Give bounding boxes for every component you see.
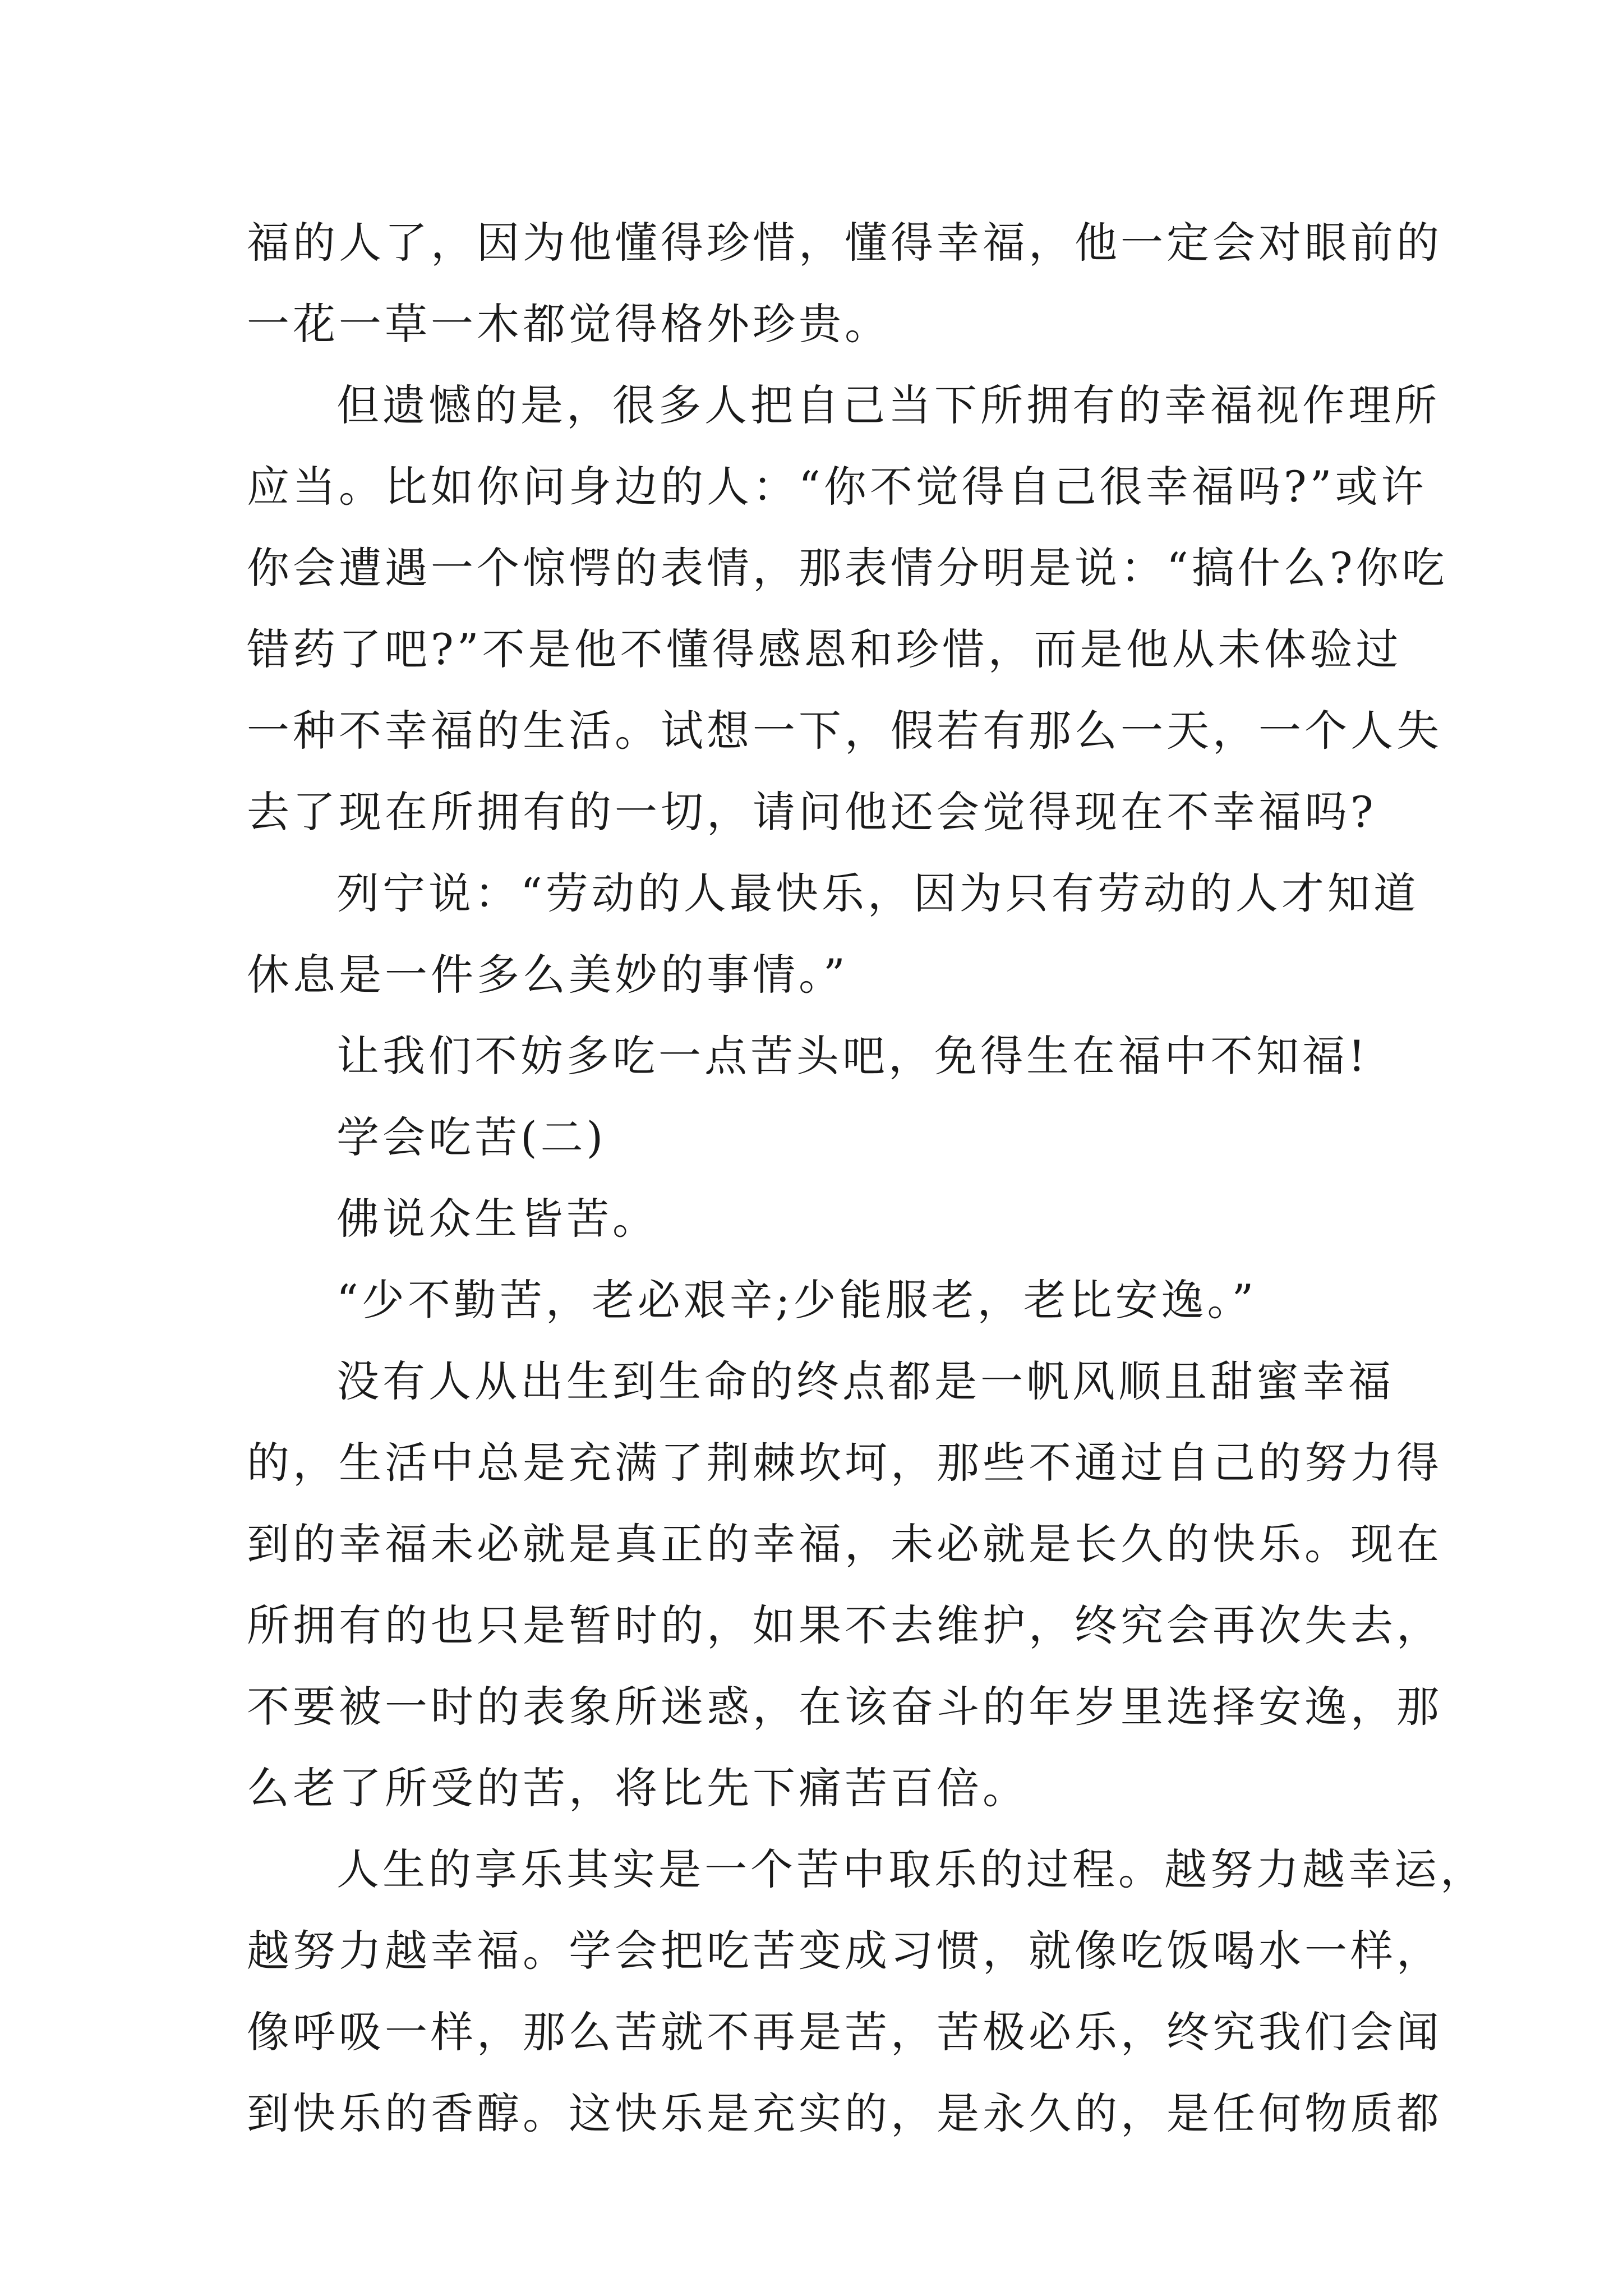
text-line: 错药了吧?”不是他不懂得感恩和珍惜，而是他从未体验过 [247,624,1402,674]
text-line: “少不勤苦，老必艰辛;少能服老，老比安逸。” [336,1275,1257,1325]
paragraph-2 [247,365,1448,853]
text-line: 休息是一件多么美妙的事情。” [247,950,849,1000]
text-line: 一种不幸福的生活。试想一下，假若有那么一天，一个人失 [247,706,1442,756]
text-line: 让我们不妨多吃一点苦头吧，免得生在福中不知福! [336,1031,1369,1081]
paragraph-6 [247,1259,1380,1341]
text-line: 人生的享乐其实是一个苦中取乐的过程。越努力越幸运， [336,1844,1486,1894]
text-line: 学会吃苦(二) [336,1112,607,1162]
paragraph-5 [247,1178,1380,1259]
text-line: 越努力越幸福。学会把吃苦变成习惯，就像吃饭喝水一样， [247,1926,1442,1976]
text-line: 但遗憾的是，很多人把自己当下所拥有的幸福视作理所 [336,380,1440,430]
text-line: 福的人了，因为他懂得珍惜，懂得幸福，他一定会对眼前的 [247,218,1442,268]
text-line: 一花一草一木都觉得格外珍贵。 [247,299,891,349]
text-line: 你会遭遇一个惊愕的表情，那表情分明是说：“搞什么?你吃 [247,543,1448,593]
text-line: 么老了所受的苦，将比先下痛苦百倍。 [247,1763,1029,1813]
text-line: 到的幸福未必就是真正的幸福，未必就是长久的快乐。现在 [247,1519,1442,1569]
text-line: 像呼吸一样，那么苦就不再是苦，苦极必乐，终究我们会闻 [247,2007,1442,2057]
paragraph-7 [247,1341,1442,1829]
paragraph-8 [247,1829,1486,2154]
text-line: 列宁说：“劳动的人最快乐，因为只有劳动的人才知道 [336,868,1419,918]
text-line: 应当。比如你问身边的人：“你不觉得自己很幸福吗?”或许 [247,462,1427,512]
paragraph-4 [247,1015,1380,1097]
text-line: 去了现在所拥有的一切，请问他还会觉得现在不幸福吗? [247,787,1377,837]
text-line: 所拥有的也只是暂时的，如果不去维护，终究会再次失去， [247,1600,1442,1650]
paragraph-3 [247,853,1419,1015]
text-line: 的，生活中总是充满了荆棘坎坷，那些不通过自己的努力得 [247,1438,1442,1488]
text-line: 佛说众生皆苦。 [336,1194,658,1244]
text-line: 到快乐的香醇。这快乐是充实的，是永久的，是任何物质都 [247,2088,1442,2138]
document-body [247,202,1486,2154]
section-heading [247,1097,1380,1178]
text-line: 不要被一时的表象所迷惑，在该奋斗的年岁里选择安逸，那 [247,1682,1442,1732]
text-line: 没有人从出生到生命的终点都是一帆风顺且甜蜜幸福 [336,1356,1394,1406]
paragraph-1 [247,202,1442,365]
